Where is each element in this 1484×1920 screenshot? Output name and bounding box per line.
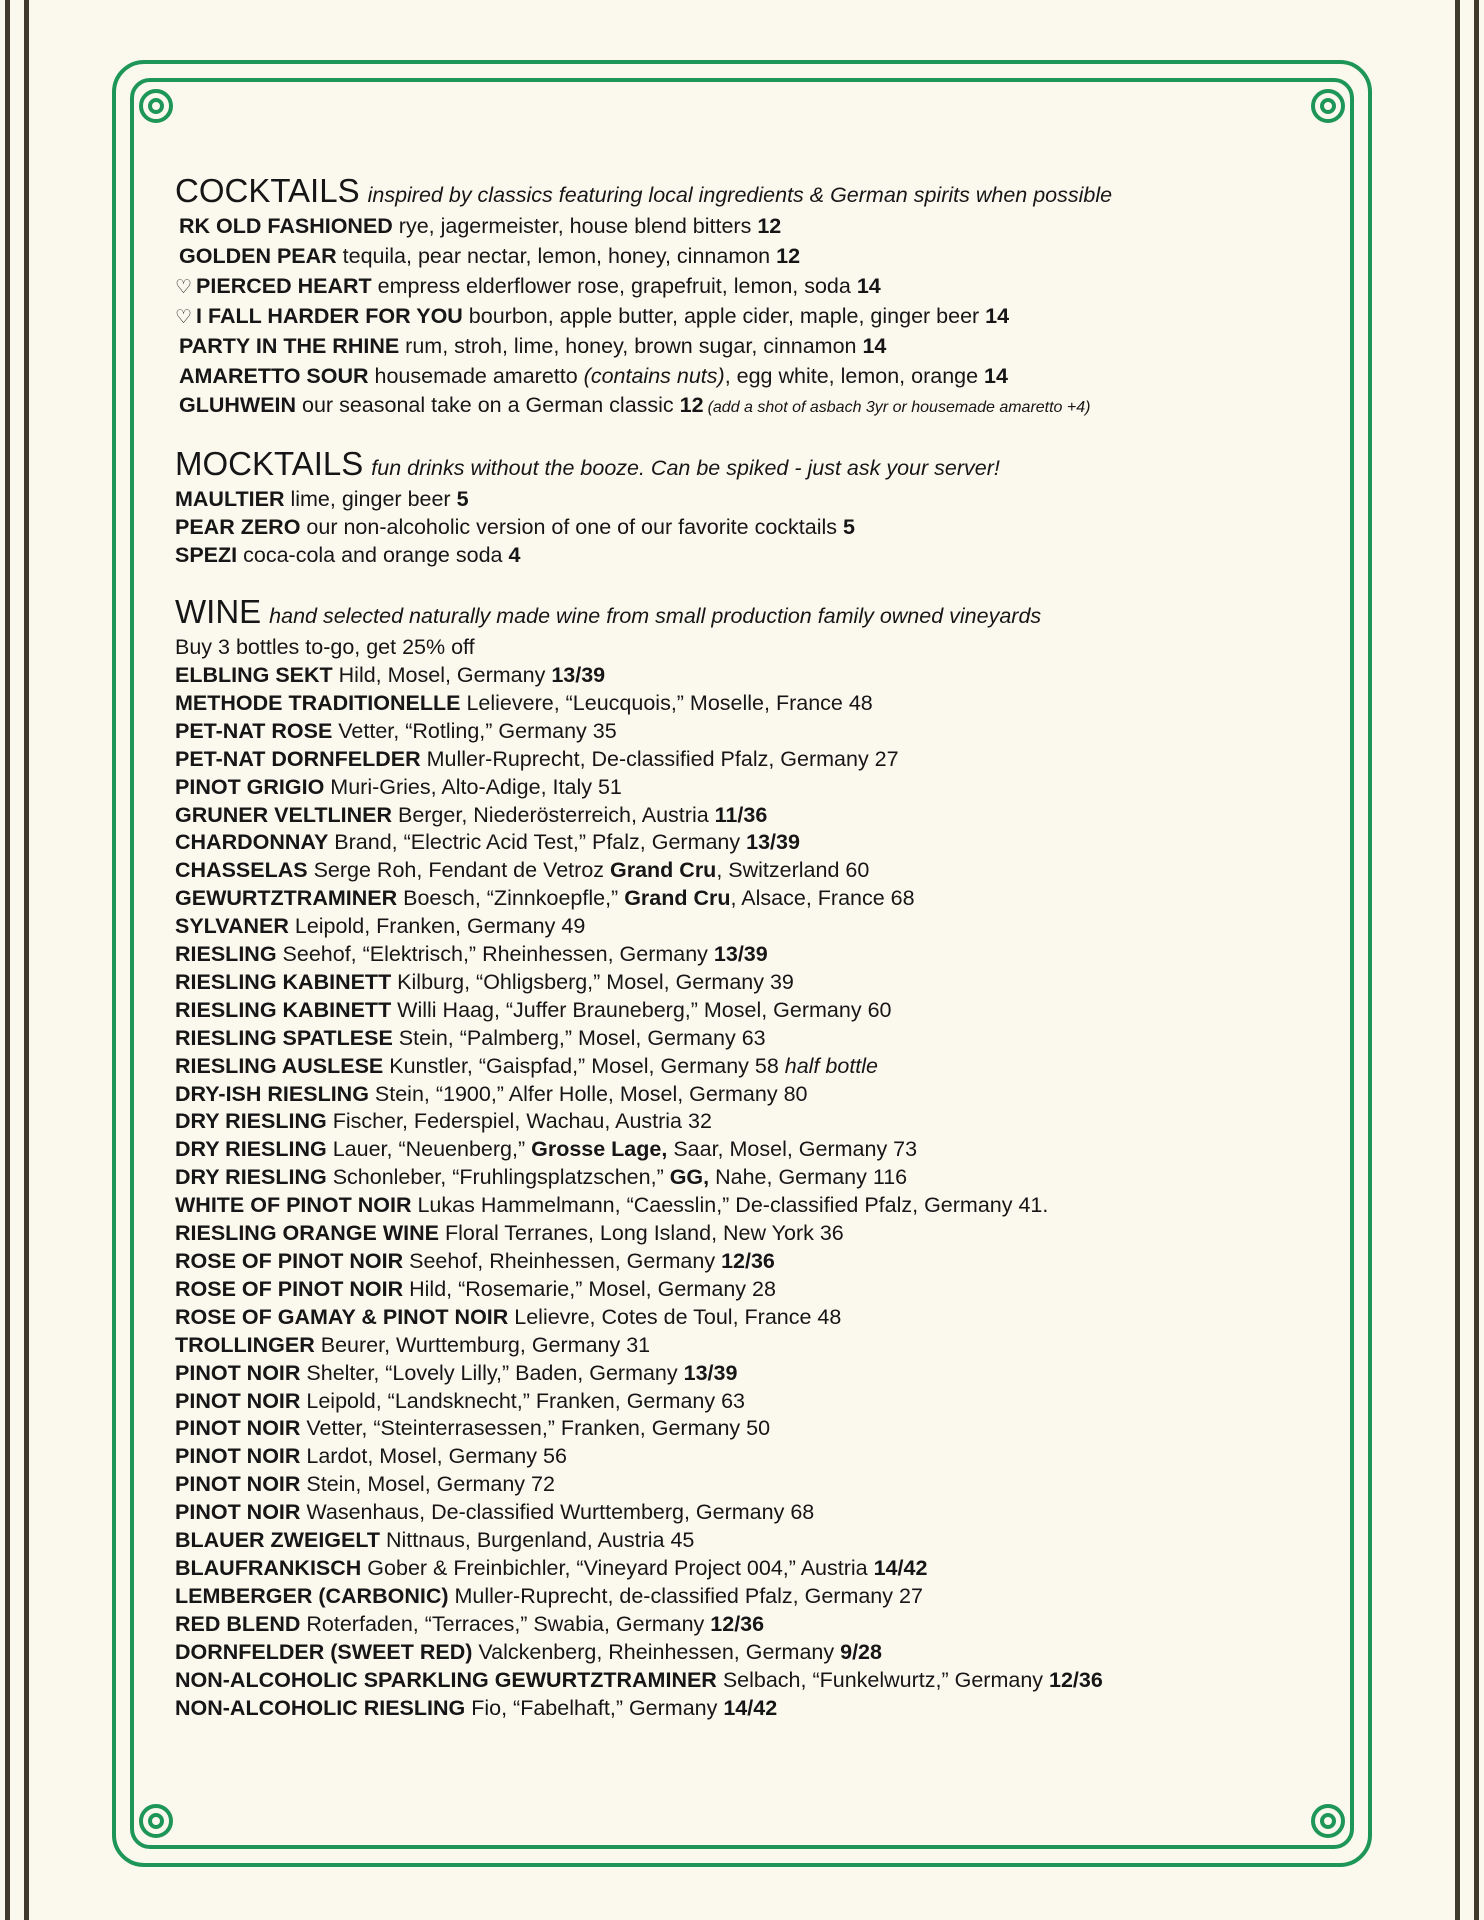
wine-subtitle: hand selected naturally made wine from small production family owned vineyards (269, 604, 1042, 629)
wine-bold-detail: 14/42 (723, 1695, 778, 1720)
cocktail-price: 12 (679, 393, 704, 418)
wine-item (175, 1611, 1335, 1639)
wine-varietal: BLAUFRANKISCH (175, 1555, 362, 1580)
cocktail-name: PIERCED HEART (196, 273, 372, 298)
wine-varietal: BLAUER ZWEIGELT (175, 1528, 381, 1553)
wine-details: Vetter, “Rotling,” Germany 35 (332, 718, 617, 743)
mocktail-item (175, 486, 1335, 514)
wine-item (175, 1108, 1335, 1136)
mocktail-desc: our non-alcoholic version of one of our favorite cocktails (300, 515, 843, 540)
wine-bold-detail: 11/36 (714, 802, 768, 827)
wine-varietal: ROSE OF PINOT NOIR (175, 1249, 404, 1273)
cocktail-name: PARTY IN THE RHINE (179, 333, 400, 358)
cocktail-price: 14 (856, 273, 881, 298)
wine-bold-detail: 13/39 (713, 942, 768, 967)
wine-item (175, 1388, 1335, 1416)
wine-item (175, 1248, 1335, 1276)
wine-details: Lukas Hammelmann, “Caesslin,” De-classified Pfalz, Germany 41. (411, 1193, 1049, 1218)
cocktails-section (175, 173, 1335, 422)
cocktail-desc-pre: housemade amaretto (368, 363, 584, 388)
wine-details: Nittnaus, Burgenland, Austria 45 (380, 1528, 695, 1553)
wine-list (175, 662, 1335, 1722)
wine-details: Hild, Mosel, Germany (332, 662, 552, 687)
mocktail-name: PEAR ZERO (175, 515, 301, 540)
cocktail-desc: , egg white, lemon, orange (724, 363, 985, 388)
cocktail-price: 14 (862, 333, 887, 358)
wine-varietal: LEMBERGER (CARBONIC) (175, 1583, 449, 1608)
cocktail-price: 14 (985, 303, 1010, 328)
wine-details: Hild, “Rosemarie,” Mosel, Germany 28 (403, 1276, 776, 1301)
wine-varietal: PINOT NOIR (175, 1500, 301, 1525)
cocktail-price: 14 (984, 363, 1008, 388)
wine-details: Stein, Mosel, Germany 72 (300, 1472, 555, 1497)
wine-details: Lardot, Mosel, Germany 56 (300, 1444, 567, 1469)
wine-details: Kunstler, “Gaispfad,” Mosel, Germany 58 (383, 1053, 785, 1078)
wine-item (175, 1304, 1335, 1332)
wine-varietal: NON-ALCOHOLIC RIESLING (175, 1695, 466, 1720)
wine-item (175, 1583, 1335, 1611)
cocktail-addon-note: (add a shot of asbach 3yr or housemade amaretto +4) (707, 399, 1091, 417)
wine-details: Lelievere, “Leucquois,” Moselle, France 48 (460, 690, 873, 715)
wine-bold-detail: 12/36 (710, 1611, 765, 1636)
wine-varietal: DRY RIESLING (175, 1165, 327, 1190)
wine-item (175, 857, 1335, 885)
cocktail-desc: tequila, pear nectar, lemon, honey, cinnamon (336, 243, 777, 268)
wine-title: WINE (175, 593, 262, 631)
wine-details: Serge Roh, Fendant de Vetroz (307, 858, 610, 883)
wine-details: Muri-Gries, Alto-Adige, Italy 51 (324, 774, 622, 799)
wine-varietal: PINOT GRIGIO (175, 774, 325, 799)
wine-details: Seehof, Rheinhessen, Germany (403, 1249, 722, 1273)
wine-item (175, 1025, 1335, 1053)
wine-item (175, 1415, 1335, 1443)
wine-details: Selbach, “Funkelwurtz,” Germany (716, 1667, 1050, 1692)
wine-details: Seehof, “Elektrisch,” Rheinhessen, Germany (276, 942, 714, 967)
wine-varietal: RED BLEND (175, 1611, 301, 1636)
wine-details: Vetter, “Steinterrasessen,” Franken, Germany 50 (300, 1416, 771, 1441)
wine-details-cont: Nahe, Germany 116 (709, 1165, 908, 1190)
wine-varietal: GEWURTZTRAMINER (175, 886, 398, 911)
heart-icon: ♡ (175, 276, 193, 298)
wine-promo-note: Buy 3 bottles to-go, get 25% off (175, 635, 475, 660)
wine-bold-detail: Grosse Lage, (531, 1137, 668, 1162)
wine-varietal: CHASSELAS (175, 858, 308, 883)
wine-details: Boesch, “Zinnkoepfle,” (397, 886, 625, 911)
wine-item (175, 802, 1335, 830)
wine-varietal: ELBLING SEKT (175, 662, 333, 687)
wine-details-cont: , Switzerland 60 (716, 858, 870, 883)
wine-bold-detail: Grand Cru (624, 886, 731, 911)
wine-details: Fio, “Fabelhaft,” Germany (465, 1695, 724, 1720)
wine-item (175, 1053, 1335, 1081)
mocktail-price: 5 (843, 515, 855, 540)
wine-varietal: DRY RIESLING (175, 1137, 327, 1162)
cocktail-item (175, 273, 1335, 303)
cocktail-item (175, 333, 1335, 363)
cocktail-name: GLUHWEIN (179, 393, 297, 418)
cocktail-name: AMARETTO SOUR (179, 363, 369, 388)
heart-icon: ♡ (175, 306, 193, 328)
wine-details: Lelievre, Cotes de Toul, France 48 (508, 1304, 842, 1329)
wine-details-cont: Saar, Mosel, Germany 73 (667, 1137, 918, 1162)
cocktail-name: I FALL HARDER FOR YOU (196, 303, 463, 328)
mocktail-price: 5 (456, 487, 469, 512)
wine-varietal: PINOT NOIR (175, 1416, 301, 1441)
wine-varietal: RIESLING SPATLESE (175, 1025, 393, 1050)
wine-details: Stein, “Palmberg,” Mosel, Germany 63 (392, 1025, 766, 1050)
wine-details: Gober & Freinbichler, “Vineyard Project 004,” Austria (361, 1555, 874, 1580)
wine-item (175, 829, 1335, 857)
wine-item (175, 1276, 1335, 1304)
wine-details: Muller-Ruprecht, de-classified Pfalz, Germany 27 (448, 1583, 923, 1608)
wine-item (175, 1639, 1335, 1667)
wine-details: Floral Terranes, Long Island, New York 36 (438, 1221, 844, 1246)
cocktail-desc: empress elderflower rose, grapefruit, lemon, soda (371, 273, 857, 298)
wine-bold-detail: 13/39 (746, 830, 800, 855)
wine-item (175, 1192, 1335, 1220)
wine-varietal: PET-NAT DORNFELDER (175, 746, 421, 771)
mocktail-desc: coca-cola and orange soda (237, 543, 509, 568)
wine-item (175, 1443, 1335, 1471)
wine-item (175, 662, 1335, 690)
wine-item (175, 885, 1335, 913)
wine-details: Fischer, Federspiel, Wachau, Austria 32 (326, 1109, 712, 1134)
cocktail-desc: rum, stroh, lime, honey, brown sugar, cinnamon (399, 333, 863, 358)
wine-varietal: DRY-ISH RIESLING (175, 1081, 369, 1106)
wine-varietal: PET-NAT ROSE (175, 718, 333, 743)
cocktail-item (175, 303, 1335, 333)
wine-varietal: RIESLING KABINETT (175, 997, 392, 1022)
wine-details: Leipold, Franken, Germany 49 (288, 914, 586, 939)
wine-item (175, 690, 1335, 718)
wine-item (175, 1527, 1335, 1555)
cocktail-price: 12 (776, 243, 801, 268)
wine-varietal: ROSE OF GAMAY & PINOT NOIR (175, 1304, 509, 1329)
wine-item (175, 1136, 1335, 1164)
wine-bold-detail: 12/36 (1049, 1667, 1103, 1692)
wine-bold-detail: GG, (669, 1165, 710, 1190)
wine-varietal: PINOT NOIR (175, 1472, 301, 1497)
cocktail-item (175, 363, 1335, 393)
cocktail-item (175, 213, 1335, 243)
wine-details: Wasenhaus, De-classified Wurttemberg, Germany 68 (300, 1500, 815, 1525)
wine-details: Berger, Niederösterreich, Austria (392, 802, 715, 827)
mocktail-desc: lime, ginger beer (284, 487, 457, 512)
wine-item (175, 774, 1335, 802)
wine-item (175, 997, 1335, 1025)
wine-details: Schonleber, “Fruhlingsplatzschen,” (326, 1165, 670, 1190)
wine-item (175, 1164, 1335, 1192)
menu-content (175, 173, 1335, 1722)
wine-item (175, 1499, 1335, 1527)
wine-varietal: GRUNER VELTLINER (175, 802, 392, 827)
wine-varietal: SYLVANER (175, 914, 289, 939)
wine-item (175, 1695, 1335, 1723)
wine-item (175, 941, 1335, 969)
wine-varietal: ROSE OF PINOT NOIR (175, 1276, 404, 1301)
wine-heading (175, 594, 1335, 634)
cocktails-title: COCKTAILS (175, 172, 360, 209)
wine-item (175, 1667, 1335, 1695)
cocktail-name: RK OLD FASHIONED (179, 214, 393, 238)
wine-details: Kilburg, “Ohligsberg,” Mosel, Germany 39 (391, 969, 794, 994)
wine-varietal: NON-ALCOHOLIC SPARKLING GEWURTZTRAMINER (175, 1667, 717, 1692)
wine-varietal: WHITE OF PINOT NOIR (175, 1193, 412, 1218)
wine-bold-detail: Grand Cru (610, 858, 717, 883)
cocktail-price: 12 (757, 214, 782, 238)
wine-details: Lauer, “Neuenberg,” (326, 1137, 532, 1162)
mocktail-name: MAULTIER (175, 487, 285, 512)
wine-section (175, 594, 1335, 1722)
wine-details: Leipold, “Landsknecht,” Franken, Germany 63 (300, 1388, 745, 1413)
wine-item (175, 1220, 1335, 1248)
wine-item (175, 718, 1335, 746)
wine-varietal: PINOT NOIR (175, 1388, 301, 1413)
mocktails-subtitle: fun drinks without the booze. Can be spiked - just ask your server! (371, 456, 1000, 481)
wine-details: Shelter, “Lovely Lilly,” Baden, Germany (300, 1360, 684, 1385)
wine-details: Beurer, Wurttemburg, Germany 31 (314, 1332, 651, 1357)
wine-bold-detail: 14/42 (873, 1555, 928, 1580)
cocktail-item (175, 243, 1335, 273)
cocktail-item (175, 392, 1335, 422)
wine-details: Brand, “Electric Acid Test,” Pfalz, Germany (328, 830, 747, 855)
wine-item (175, 913, 1335, 941)
mocktail-name: SPEZI (175, 543, 238, 568)
wine-details: Muller-Ruprecht, De-classified Pfalz, Germany 27 (420, 746, 899, 771)
wine-bold-detail: 12/36 (721, 1249, 775, 1273)
cocktail-list (175, 213, 1335, 422)
mocktail-item (175, 514, 1335, 542)
cocktail-name: GOLDEN PEAR (179, 243, 337, 268)
cocktail-desc: rye, jagermeister, house blend bitters (392, 214, 758, 238)
wine-item (175, 1471, 1335, 1499)
wine-varietal: RIESLING (175, 942, 277, 967)
wine-item (175, 746, 1335, 774)
wine-bold-detail: 13/39 (551, 662, 606, 687)
wine-item (175, 969, 1335, 997)
wine-italic-note: half bottle (784, 1053, 878, 1078)
wine-varietal: TROLLINGER (175, 1332, 315, 1357)
mocktails-section (175, 446, 1335, 570)
wine-varietal: RIESLING AUSLESE (175, 1053, 384, 1078)
mocktails-title: MOCKTAILS (175, 445, 364, 483)
wine-varietal: PINOT NOIR (175, 1444, 301, 1469)
mocktail-list (175, 486, 1335, 570)
wine-details: Willi Haag, “Juffer Brauneberg,” Mosel, Germany 60 (391, 997, 892, 1022)
wine-varietal: CHARDONNAY (175, 830, 329, 855)
wine-bold-detail: 9/28 (840, 1639, 882, 1664)
wine-item (175, 1555, 1335, 1583)
wine-varietal: DORNFELDER (SWEET RED) (175, 1639, 473, 1664)
wine-details: Valckenberg, Rheinhessen, Germany (472, 1639, 841, 1664)
wine-details-cont: , Alsace, France 68 (730, 886, 915, 911)
cocktails-subtitle: inspired by classics featuring local ingredients & German spirits when possible (367, 183, 1113, 207)
wine-varietal: DRY RIESLING (175, 1109, 327, 1134)
wine-varietal: METHODE TRADITIONELLE (175, 690, 461, 715)
wine-details: Stein, “1900,” Alfer Holle, Mosel, Germany 80 (368, 1081, 808, 1106)
cocktail-desc: bourbon, apple butter, apple cider, maple, ginger beer (462, 303, 986, 328)
cocktail-desc-italic: (contains nuts) (583, 363, 725, 388)
wine-item (175, 1360, 1335, 1388)
cocktail-desc: our seasonal take on a German classic (296, 393, 680, 418)
mocktail-item (175, 542, 1335, 570)
mocktails-heading (175, 446, 1335, 486)
wine-varietal: RIESLING ORANGE WINE (175, 1221, 439, 1246)
wine-bold-detail: 13/39 (683, 1360, 738, 1385)
wine-varietal: PINOT NOIR (175, 1360, 301, 1385)
wine-item (175, 1332, 1335, 1360)
wine-item (175, 1081, 1335, 1109)
wine-details: Roterfaden, “Terraces,” Swabia, Germany (300, 1611, 711, 1636)
wine-varietal: RIESLING KABINETT (175, 969, 392, 994)
cocktails-heading (175, 173, 1335, 213)
mocktail-price: 4 (508, 543, 521, 568)
